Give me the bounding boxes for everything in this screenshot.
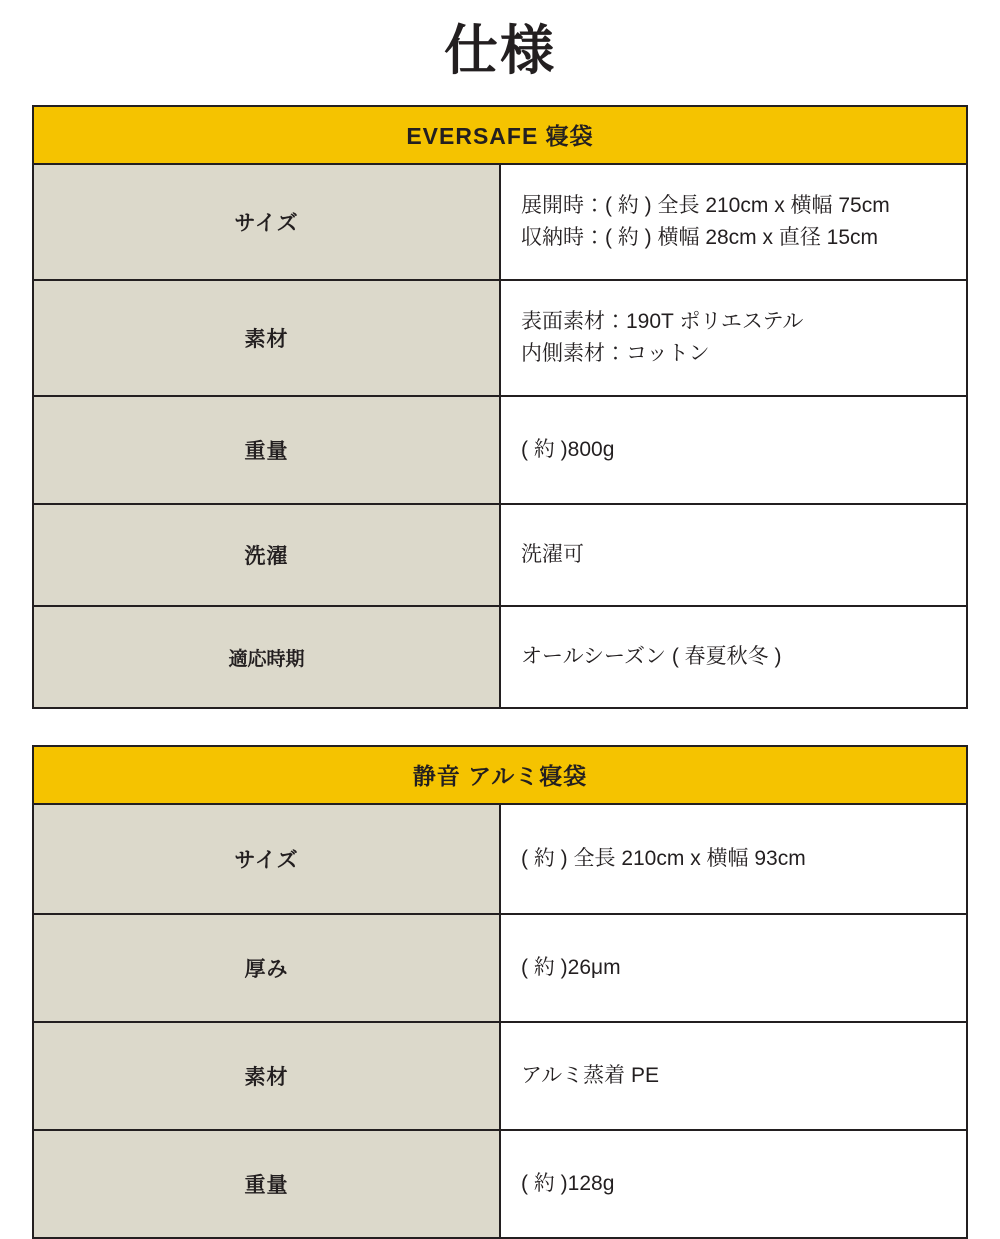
row-value-line: 収納時：( 約 ) 横幅 28cm x 直径 15cm [521,226,879,250]
row-value-season [500,606,967,708]
table-row [33,164,967,280]
table-row [33,396,967,504]
row-label-washing: 洗濯 [33,504,500,606]
row-value-line: 表面素材：190T ポリエステル [521,309,804,333]
row-label-thickness: 厚み [33,914,500,1022]
row-value-size [500,164,967,280]
row-value-weight [500,1130,967,1238]
row-value-line: 展開時：( 約 ) 全長 210cm x 横幅 75cm [521,193,890,217]
table-row [33,280,967,396]
row-label-size: サイズ [33,804,500,914]
row-value-washing [500,504,967,606]
row-label-material: 素材 [33,280,500,396]
row-value-line: 内側素材：コットン [521,342,710,366]
row-value-material [500,280,967,396]
row-value-size [500,804,967,914]
row-value-line: ( 約 )800g [521,438,615,462]
row-value-line: 洗濯可 [521,543,584,567]
row-value-line: ( 約 ) 全長 210cm x 横幅 93cm [521,847,806,871]
table-row [33,914,967,1022]
table-spacer [0,735,1000,745]
table-row [33,504,967,606]
row-value-line: ( 約 )128g [521,1172,615,1196]
row-value-weight [500,396,967,504]
table-header-title: 静音 アルミ寝袋 [33,746,967,804]
row-value-line: アルミ蒸着 PE [521,1064,660,1088]
table-header-row [33,746,967,804]
table-header-title: EVERSAFE 寝袋 [33,106,967,164]
row-value-line: ( 約 )26μm [521,956,621,980]
spec-table-aluminum [32,745,968,1239]
table-row [33,1130,967,1238]
page-title: 仕様 [444,21,556,81]
row-value-line: オールシーズン ( 春夏秋冬 ) [521,645,782,669]
row-label-weight: 重量 [33,396,500,504]
row-label-size: サイズ [33,164,500,280]
table-header-row [33,106,967,164]
table-row [33,606,967,708]
spec-table-eversafe [32,105,968,709]
table-row [33,804,967,914]
table-row [33,1022,967,1130]
spec-sheet-page [0,21,1000,1198]
row-label-weight: 重量 [33,1130,500,1238]
row-value-thickness [500,914,967,1022]
row-label-material: 素材 [33,1022,500,1130]
row-value-material [500,1022,967,1130]
row-label-season: 適応時期 [33,606,500,708]
